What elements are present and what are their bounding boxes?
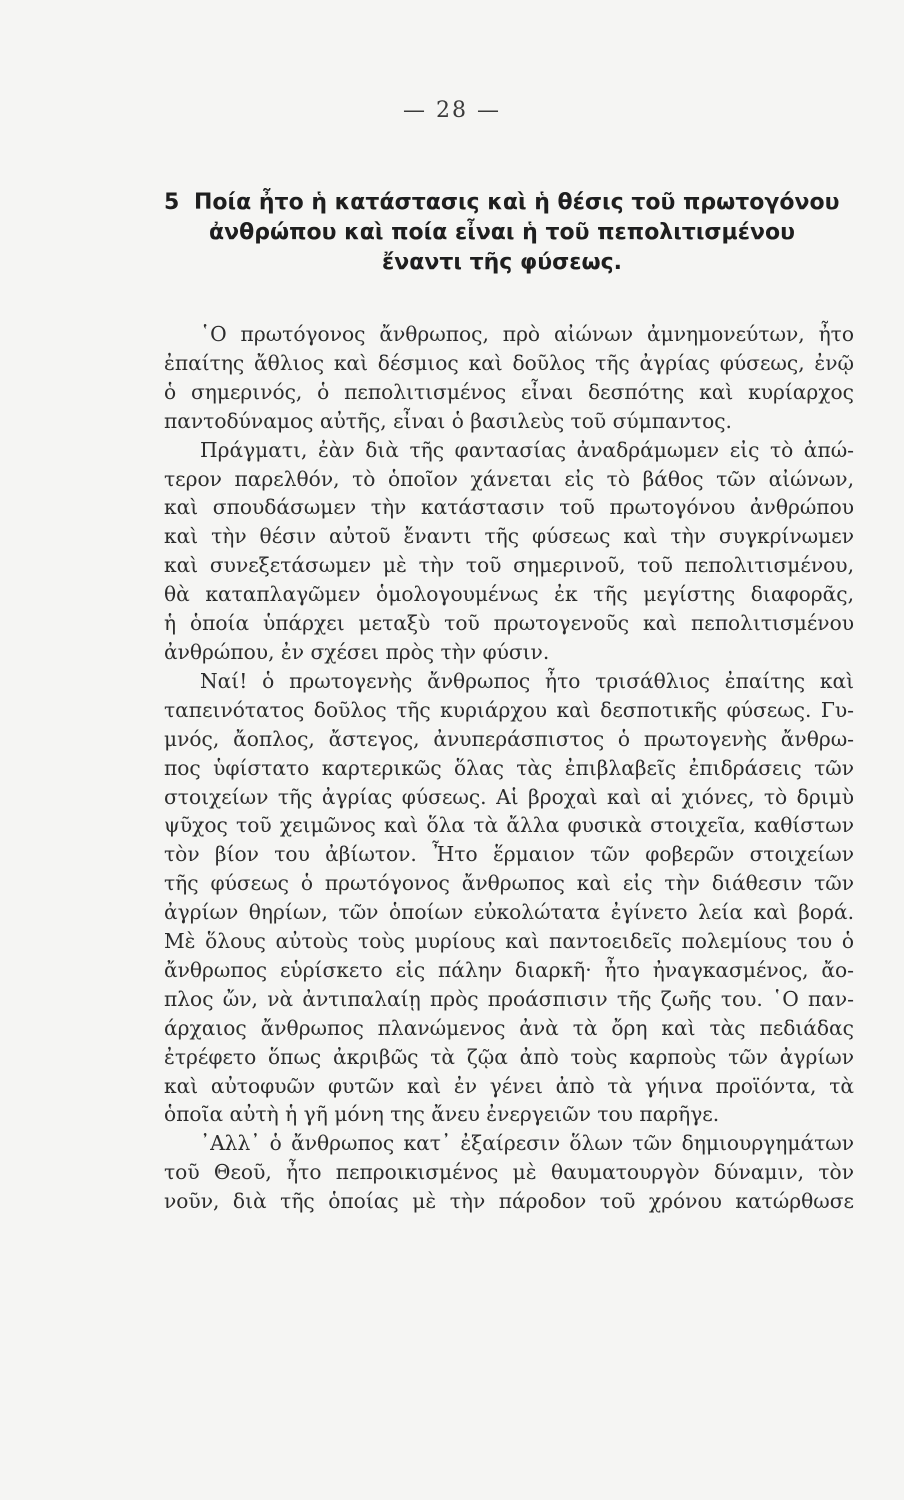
text-line: ἐτρέφετο ὅπως ἀκριβῶς τὰ ζῷα ἀπὸ τοὺς καρποὺς τῶν ἀγρίων <box>164 1044 854 1069</box>
text-line: ἀγρίων θηρίων, τῶν ὁποίων εὐκολώτατα ἐγίνετο λεία καὶ βορά. <box>164 900 854 925</box>
text-line: μνός, ἄοπλος, ἄστεγος, ἀνυπεράσπιστος ὁ πρωτογενὴς ἄνθρω- <box>164 726 854 751</box>
text-line: ἡ ὁποία ὑπάρχει μεταξὺ τοῦ πρωτογενοῦς καὶ πεπολιτισμένου <box>164 611 854 636</box>
text-line: ταπεινότατος δοῦλος τῆς κυριάρχου καὶ δεσποτικῆς φύσεως. Γυ- <box>164 697 854 722</box>
text-line: τῆς φύσεως ὁ πρωτόγονος ἄνθρωπος καὶ εἰς τὴν διάθεσιν τῶν <box>164 871 854 896</box>
text-line: Μὲ ὅλους αὐτοὺς τοὺς μυρίους καὶ παντοειδεῖς πολεμίους του ὁ <box>164 929 854 954</box>
paragraph-4 <box>164 1129 854 1216</box>
paragraph-1 <box>164 320 854 436</box>
text-line: καὶ συνεξετάσωμεν μὲ τὴν τοῦ σημερινοῦ, τοῦ πεπολιτισμένου, <box>164 553 854 578</box>
section-heading <box>150 188 854 278</box>
body-text <box>164 320 854 1216</box>
text-line: νοῦν, διὰ τῆς ὁποίας μὲ τὴν πάροδον τοῦ χρόνου κατώρθωσε <box>164 1189 854 1214</box>
text-line: ἀνθρώπου, ἐν σχέσει πρὸς τὴν φύσιν. <box>164 639 550 664</box>
text-line: ὁποῖα αὐτὴ ἡ γῆ μόνη της ἄνευ ἐνεργειῶν του παρῆγε. <box>164 1102 720 1127</box>
text-line: τὸν βίον του ἀβίωτον. Ἦτο ἕρμαιον τῶν φοβερῶν στοιχείων <box>164 842 854 867</box>
text-line: ὁ σημερινός, ὁ πεπολιτισμένος εἶναι δεσπότης καὶ κυρίαρχος <box>164 379 854 404</box>
paragraph-2 <box>164 436 854 667</box>
text-line: πος ὑφίστατο καρτερικῶς ὅλας τὰς ἐπιβλαβεῖς ἐπιδράσεις τῶν <box>164 755 854 780</box>
text-line: άρχαιος ἄνθρωπος πλανώμενος ἀνὰ τὰ ὄρη καὶ τὰς πεδιάδας <box>164 1015 854 1040</box>
heading-line-2: ἀνθρώπου καὶ ποία εἶναι ἡ τοῦ πεπολιτισμένου <box>209 220 795 245</box>
text-line: στοιχείων τῆς ἀγρίας φύσεως. Αἱ βροχαὶ καὶ αἱ χιόνες, τὸ δριμὺ <box>164 784 854 809</box>
text-line: ἐπαίτης ἄθλιος καὶ δέσμιος καὶ δοῦλος τῆς ἀγρίας φύσεως, ἐνῷ <box>164 350 854 375</box>
heading-line-1: Ποία ἦτο ἡ κατάστασις καὶ ἡ θέσις τοῦ πρωτογόνου <box>194 190 840 215</box>
text-line: παντοδύναμος αὐτῆς, εἶναι ὁ βασιλεὺς τοῦ σύμπαντος. <box>164 408 732 433</box>
text-line: Ναί! ὁ πρωτογενὴς ἄνθρωπος ἦτο τρισάθλιος ἐπαίτης καὶ <box>200 668 854 693</box>
text-line: ψῦχος τοῦ χειμῶνος καὶ ὅλα τὰ ἄλλα φυσικὰ στοιχεῖα, καθίστων <box>164 813 854 838</box>
paragraph-3 <box>164 667 854 1130</box>
text-line: τερον παρελθόν, τὸ ὁποῖον χάνεται εἰς τὸ βάθος τῶν αἰώνων, <box>164 466 854 491</box>
text-line: πλος ὤν, νὰ ἀντιπαλαίῃ πρὸς προάσπισιν τῆς ζωῆς του. ῾Ο παν- <box>164 986 854 1011</box>
text-line: ᾿Αλλ᾿ ὁ ἄνθρωπος κατ᾿ ἐξαίρεσιν ὅλων τῶν δημιουργημάτων <box>200 1131 854 1156</box>
text-line: καὶ αὐτοφυῶν φυτῶν καὶ ἐν γένει ἀπὸ τὰ γήινα προϊόντα, τὰ <box>164 1073 854 1098</box>
text-line: καὶ σπουδάσωμεν τὴν κατάστασιν τοῦ πρωτογόνου ἀνθρώπου <box>164 495 854 520</box>
section-number: 5 <box>164 190 180 215</box>
heading-line-3: ἔναντι τῆς φύσεως. <box>382 250 622 275</box>
text-line: τοῦ Θεοῦ, ἦτο πεπροικισμένος μὲ θαυματουργὸν δύναμιν, τὸν <box>164 1160 854 1185</box>
text-line: ῾Ο πρωτόγονος ἄνθρωπος, πρὸ αἰώνων ἀμνημονεύτων, ἦτο <box>200 322 854 346</box>
text-line: ἄνθρωπος εὑρίσκετο εἰς πάλην διαρκῆ· ἦτο ἠναγκασμένος, ἄο- <box>164 957 854 982</box>
page-number: — 28 — <box>403 98 501 123</box>
text-line: θὰ καταπλαγῶμεν ὁμολογουμένως ἐκ τῆς μεγίστης διαφορᾶς, <box>164 582 854 607</box>
text-line: καὶ τὴν θέσιν αὐτοῦ ἔναντι τῆς φύσεως καὶ τὴν συγκρίνωμεν <box>164 524 854 549</box>
text-line: Πράγματι, ἐὰν διὰ τῆς φαντασίας ἀναδράμωμεν εἰς τὸ ἀπώ- <box>200 437 854 462</box>
